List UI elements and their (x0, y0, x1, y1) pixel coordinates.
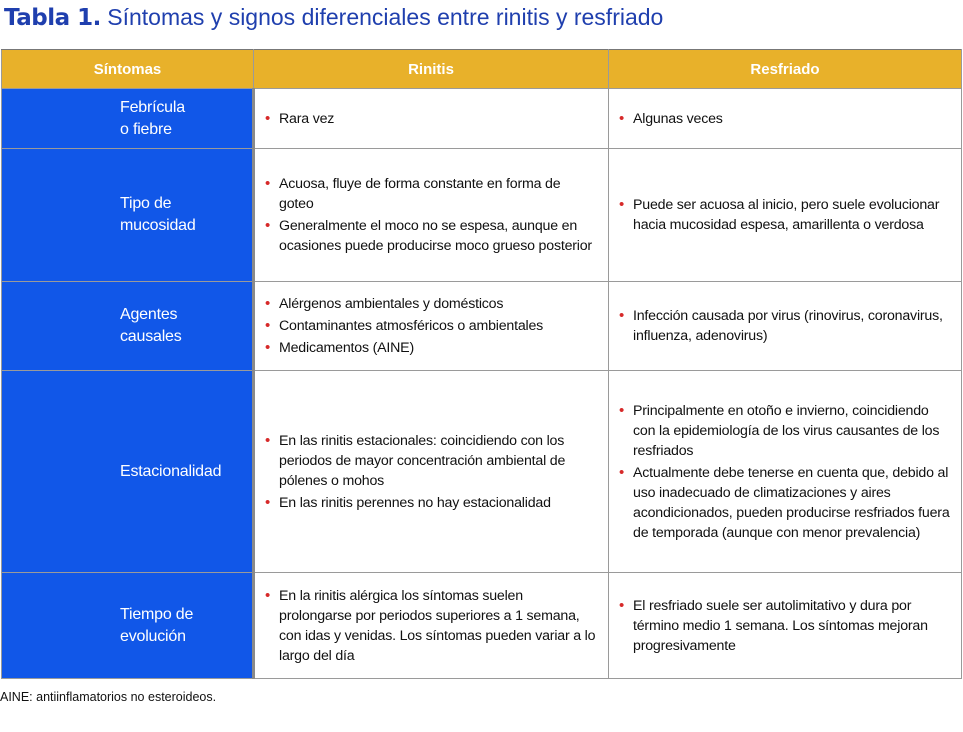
list-item: • Principalmente en otoño e invierno, coincidiendo con la epidemiología de los virus causantes de los resfriados (619, 401, 951, 461)
symptom-cell (2, 149, 254, 282)
table-row (2, 282, 962, 371)
list-item: • Puede ser acuosa al inicio, pero suele evolucionar hacia mucosidad espesa, amarillenta o verdosa (619, 195, 951, 235)
table-row (2, 89, 962, 149)
resfriado-cell (609, 89, 962, 149)
comparison-table (1, 49, 962, 679)
list-item: • Medicamentos (AINE) (265, 338, 598, 358)
list-item: • En las rinitis perennes no hay estacionalidad (265, 493, 598, 513)
footnote: AINE: antiinflamatorios no esteroideos. (0, 690, 217, 704)
symptom-cell (2, 371, 254, 573)
symptom-label: Estacionalidad (120, 462, 222, 480)
list-item: • Acuosa, fluye de forma constante en forma de goteo (265, 174, 598, 214)
table-title (4, 4, 663, 38)
rinitis-cell (254, 89, 609, 149)
rinitis-cell (254, 371, 609, 573)
symptom-cell (2, 89, 254, 149)
resfriado-cell (609, 282, 962, 371)
resfriado-cell (609, 371, 962, 573)
resfriado-cell (609, 149, 962, 282)
resfriado-cell (609, 573, 962, 679)
symptom-label: Agentes causales (120, 306, 182, 345)
symptom-cell (2, 282, 254, 371)
header-rinitis: Rinitis (254, 50, 609, 89)
table-number: Tabla 1. (4, 5, 101, 31)
symptom-cell (2, 573, 254, 679)
list-item: • Algunas veces (619, 109, 951, 129)
list-item: • Actualmente debe tenerse en cuenta que, debido al uso inadecuado de climatizaciones y aires acondicionados, pueden producirse resfriados fuera de temporada (aunque con menor prevalencia) (619, 463, 951, 543)
comparison-table-container (1, 49, 961, 679)
list-item: • Infección causada por virus (rinovirus, coronavirus, influenza, adenovirus) (619, 306, 951, 346)
list-item: • Generalmente el moco no se espesa, aunque en ocasiones puede producirse moco grueso posterior (265, 216, 598, 256)
table-row (2, 573, 962, 679)
header-resfriado: Resfriado (609, 50, 962, 89)
rinitis-cell (254, 573, 609, 679)
symptom-label: Febrícula o fiebre (120, 98, 185, 138)
table-row (2, 371, 962, 573)
list-item: • En las rinitis estacionales: coincidiendo con los periodos de mayor concentración ambiental de pólenes o mohos (265, 431, 598, 491)
table-title-text: Síntomas y signos diferenciales entre rinitis y resfriado (107, 4, 664, 30)
list-item: • El resfriado suele ser autolimitativo y dura por término medio 1 semana. Los síntomas mejoran progresivamente (619, 596, 951, 656)
table-header-row (2, 50, 962, 89)
list-item: • Contaminantes atmosféricos o ambientales (265, 316, 598, 336)
symptom-label: Tiempo de evolución (120, 605, 194, 645)
table-row (2, 149, 962, 282)
list-item: • En la rinitis alérgica los síntomas suelen prolongarse por periodos superiores a 1 semana, con idas y venidas. Los síntomas pueden variar a lo largo del día (265, 586, 598, 666)
list-item: • Rara vez (265, 109, 598, 129)
list-item: • Alérgenos ambientales y domésticos (265, 294, 598, 314)
rinitis-cell (254, 282, 609, 371)
rinitis-cell (254, 149, 609, 282)
header-sintomas: Síntomas (2, 50, 254, 89)
symptom-label: Tipo de mucosidad (120, 195, 196, 234)
